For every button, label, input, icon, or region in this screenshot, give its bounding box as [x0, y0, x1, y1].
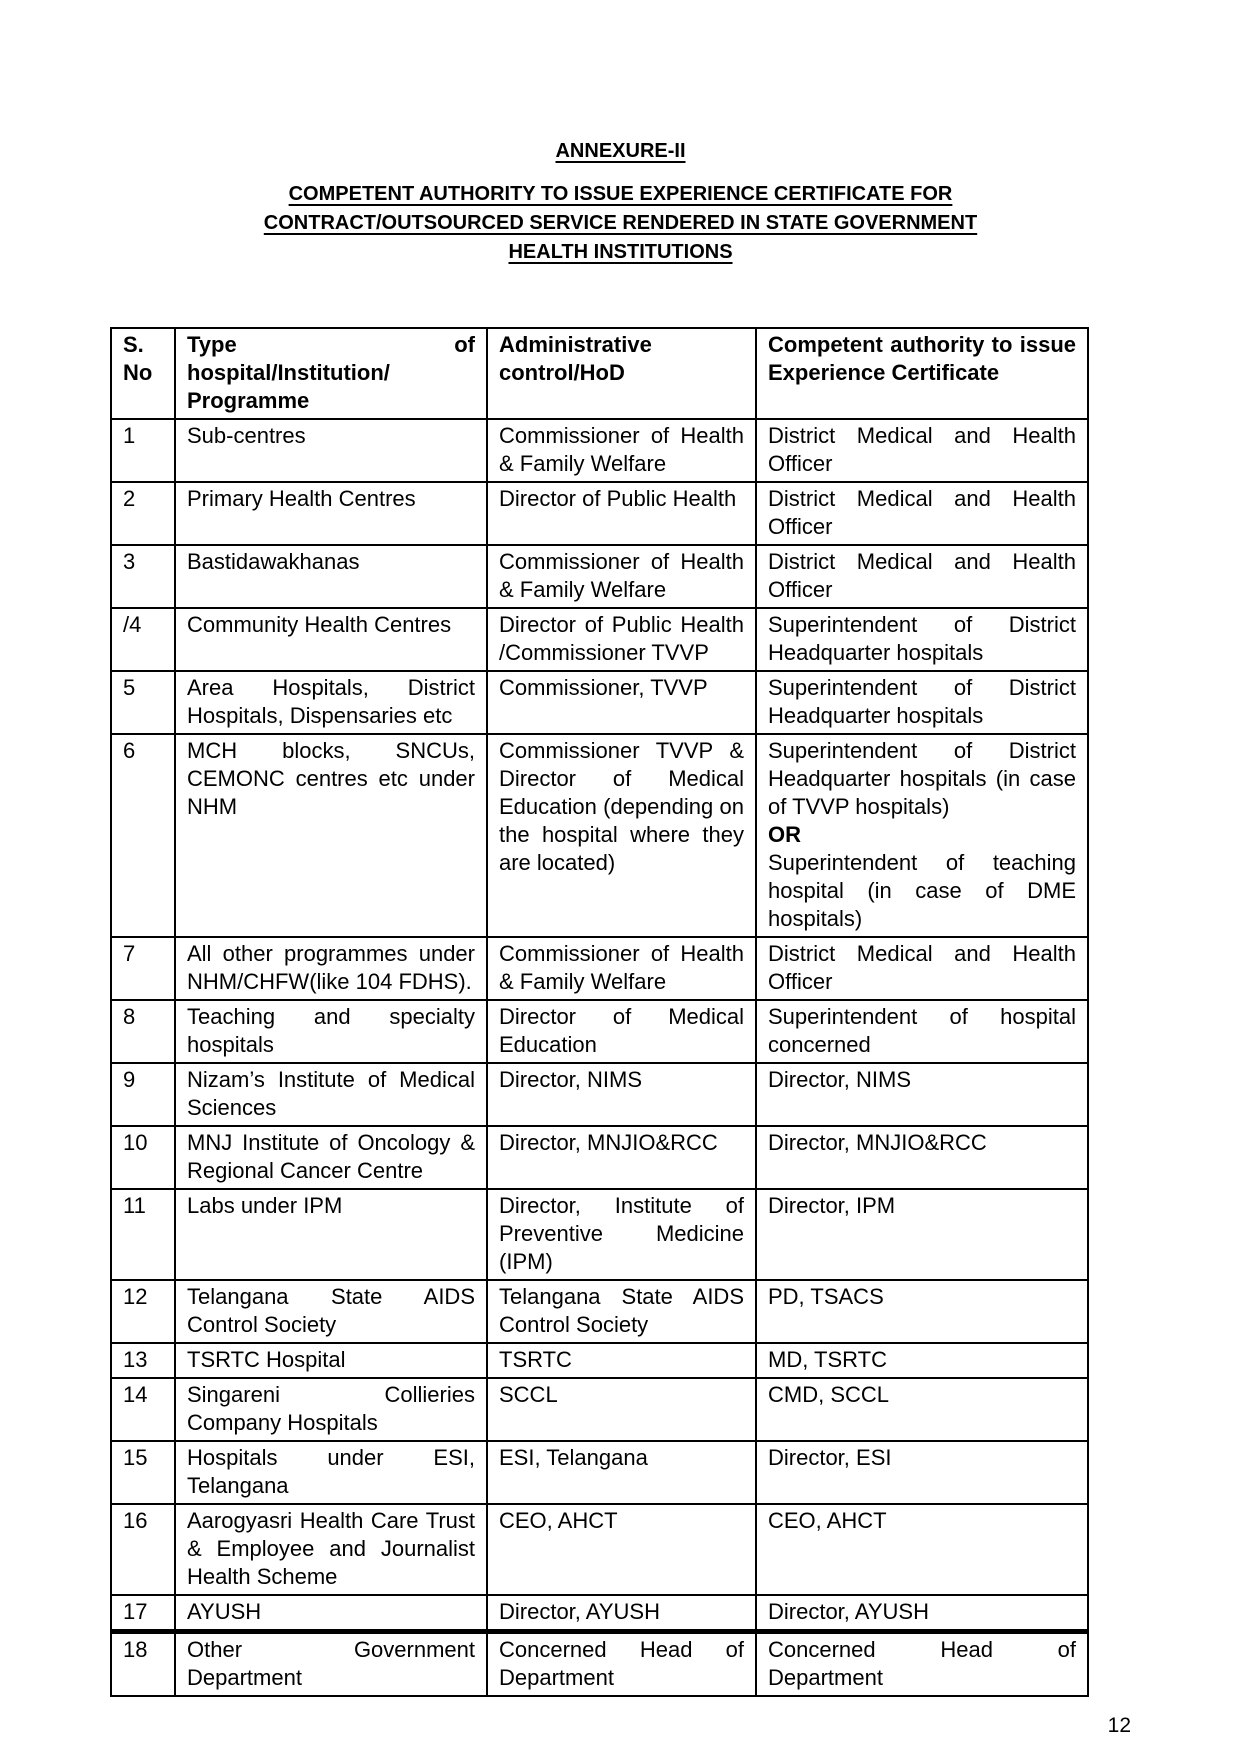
- cell-authority: [756, 734, 1088, 937]
- competent-authority-table: [110, 327, 1089, 1697]
- cell-type: AYUSH: [175, 1595, 487, 1632]
- header-type-line2: hospital/Institution/: [187, 360, 390, 385]
- page-number: 12: [1107, 1714, 1131, 1737]
- table-row: [111, 671, 1088, 734]
- header-type-line1: [187, 331, 475, 359]
- cell-type: TSRTC Hospital: [175, 1343, 487, 1378]
- cell-admin: Director of Medical Education: [487, 1000, 756, 1063]
- cell-segment: OR: [768, 822, 801, 847]
- cell-admin: Commissioner TVVP & Director of Medical Education (depending on the hospital where they are located): [487, 734, 756, 937]
- cell-sno: 6: [111, 734, 175, 937]
- table-row: [111, 734, 1088, 937]
- cell-authority: CEO, AHCT: [756, 1504, 1088, 1595]
- table-body: [111, 419, 1088, 1696]
- header-type-line3: Programme: [187, 388, 310, 413]
- cell-authority: Director, MNJIO&RCC: [756, 1126, 1088, 1189]
- cell-admin: Director of Public Health: [487, 482, 756, 545]
- table-row: [111, 1595, 1088, 1632]
- cell-sno: 1: [111, 419, 175, 482]
- cell-segment: Superintendent of teaching hospital (in case of DME hospitals): [768, 850, 1076, 931]
- table-row: [111, 608, 1088, 671]
- cell-type: All other programmes under NHM/CHFW(like 104 FDHS).: [175, 937, 487, 1000]
- annexure-heading-text: ANNEXURE-II: [555, 140, 686, 162]
- table-row: [111, 1063, 1088, 1126]
- document-title-line: COMPETENT AUTHORITY TO ISSUE EXPERIENCE CERTIFICATE FOR: [288, 183, 953, 205]
- header-cell-type: [175, 328, 487, 419]
- header-cell-authority: Competent authority to issue Experience Certificate: [756, 328, 1088, 419]
- cell-admin: Concerned Head of Department: [487, 1632, 756, 1697]
- document-title-line: HEALTH INSTITUTIONS: [508, 241, 733, 263]
- cell-admin: Director, MNJIO&RCC: [487, 1126, 756, 1189]
- cell-admin: Commissioner of Health & Family Welfare: [487, 937, 756, 1000]
- cell-sno: 16: [111, 1504, 175, 1595]
- cell-type: Other Government Department: [175, 1632, 487, 1697]
- cell-sno: 14: [111, 1378, 175, 1441]
- cell-sno: 7: [111, 937, 175, 1000]
- cell-admin: Director, Institute of Preventive Medicine (IPM): [487, 1189, 756, 1280]
- table-row: [111, 1126, 1088, 1189]
- table-row: [111, 1343, 1088, 1378]
- cell-type: Singareni Collieries Company Hospitals: [175, 1378, 487, 1441]
- cell-authority: District Medical and Health Officer: [756, 937, 1088, 1000]
- cell-authority: Director, AYUSH: [756, 1595, 1088, 1632]
- cell-sno: 18: [111, 1632, 175, 1697]
- cell-authority: Concerned Head of Department: [756, 1632, 1088, 1697]
- cell-authority: Superintendent of District Headquarter hospitals: [756, 671, 1088, 734]
- cell-authority: Superintendent of District Headquarter hospitals: [756, 608, 1088, 671]
- cell-admin: Commissioner of Health & Family Welfare: [487, 545, 756, 608]
- cell-type: Nizam’s Institute of Medical Sciences: [175, 1063, 487, 1126]
- cell-sno: 5: [111, 671, 175, 734]
- cell-authority: Director, NIMS: [756, 1063, 1088, 1126]
- cell-sno: 11: [111, 1189, 175, 1280]
- cell-admin: TSRTC: [487, 1343, 756, 1378]
- cell-sno: /4: [111, 608, 175, 671]
- table-header-row: [111, 328, 1088, 419]
- cell-authority: District Medical and Health Officer: [756, 419, 1088, 482]
- table-row: [111, 545, 1088, 608]
- cell-type: Community Health Centres: [175, 608, 487, 671]
- document-title-line: CONTRACT/OUTSOURCED SERVICE RENDERED IN STATE GOVERNMENT: [263, 212, 978, 234]
- cell-sno: 10: [111, 1126, 175, 1189]
- cell-authority: Director, ESI: [756, 1441, 1088, 1504]
- cell-admin: Commissioner, TVVP: [487, 671, 756, 734]
- cell-type: Area Hospitals, District Hospitals, Dispensaries etc: [175, 671, 487, 734]
- cell-type: Hospitals under ESI, Telangana: [175, 1441, 487, 1504]
- table-row: [111, 482, 1088, 545]
- header-type-word: of: [454, 332, 475, 357]
- header-type-word: Type: [187, 332, 237, 357]
- cell-authority: Director, IPM: [756, 1189, 1088, 1280]
- cell-authority: District Medical and Health Officer: [756, 482, 1088, 545]
- cell-type: Sub-centres: [175, 419, 487, 482]
- cell-sno: 9: [111, 1063, 175, 1126]
- cell-sno: 15: [111, 1441, 175, 1504]
- table-row: [111, 1504, 1088, 1595]
- cell-authority: MD, TSRTC: [756, 1343, 1088, 1378]
- cell-admin: Director, AYUSH: [487, 1595, 756, 1632]
- annexure-heading: [110, 138, 1131, 164]
- table-row: [111, 1378, 1088, 1441]
- document-title: [110, 180, 1131, 267]
- cell-type: MNJ Institute of Oncology & Regional Cancer Centre: [175, 1126, 487, 1189]
- cell-segment: Superintendent of District Headquarter hospitals (in case of TVVP hospitals): [768, 738, 1076, 819]
- cell-type: Labs under IPM: [175, 1189, 487, 1280]
- cell-admin: Commissioner of Health & Family Welfare: [487, 419, 756, 482]
- cell-type: Aarogyasri Health Care Trust & Employee and Journalist Health Scheme: [175, 1504, 487, 1595]
- table-row: [111, 1280, 1088, 1343]
- table-header: [111, 328, 1088, 419]
- cell-authority: District Medical and Health Officer: [756, 545, 1088, 608]
- cell-admin: Telangana State AIDS Control Society: [487, 1280, 756, 1343]
- table-row: [111, 937, 1088, 1000]
- cell-authority: Superintendent of hospital concerned: [756, 1000, 1088, 1063]
- table-row: [111, 1632, 1088, 1697]
- table-row: [111, 1000, 1088, 1063]
- cell-admin: Director of Public Health /Commissioner TVVP: [487, 608, 756, 671]
- cell-type: Telangana State AIDS Control Society: [175, 1280, 487, 1343]
- cell-sno: 12: [111, 1280, 175, 1343]
- cell-sno: 13: [111, 1343, 175, 1378]
- cell-sno: 2: [111, 482, 175, 545]
- header-cell-admin: Administrative control/HoD: [487, 328, 756, 419]
- cell-sno: 3: [111, 545, 175, 608]
- cell-type: Teaching and specialty hospitals: [175, 1000, 487, 1063]
- cell-authority: CMD, SCCL: [756, 1378, 1088, 1441]
- cell-admin: Director, NIMS: [487, 1063, 756, 1126]
- cell-authority: PD, TSACS: [756, 1280, 1088, 1343]
- cell-admin: ESI, Telangana: [487, 1441, 756, 1504]
- table-row: [111, 419, 1088, 482]
- table-row: [111, 1441, 1088, 1504]
- cell-type: Bastidawakhanas: [175, 545, 487, 608]
- cell-sno: 8: [111, 1000, 175, 1063]
- cell-type: Primary Health Centres: [175, 482, 487, 545]
- header-cell-sno: S. No: [111, 328, 175, 419]
- table-row: [111, 1189, 1088, 1280]
- cell-sno: 17: [111, 1595, 175, 1632]
- cell-admin: CEO, AHCT: [487, 1504, 756, 1595]
- cell-type: MCH blocks, SNCUs, CEMONC centres etc under NHM: [175, 734, 487, 937]
- cell-admin: SCCL: [487, 1378, 756, 1441]
